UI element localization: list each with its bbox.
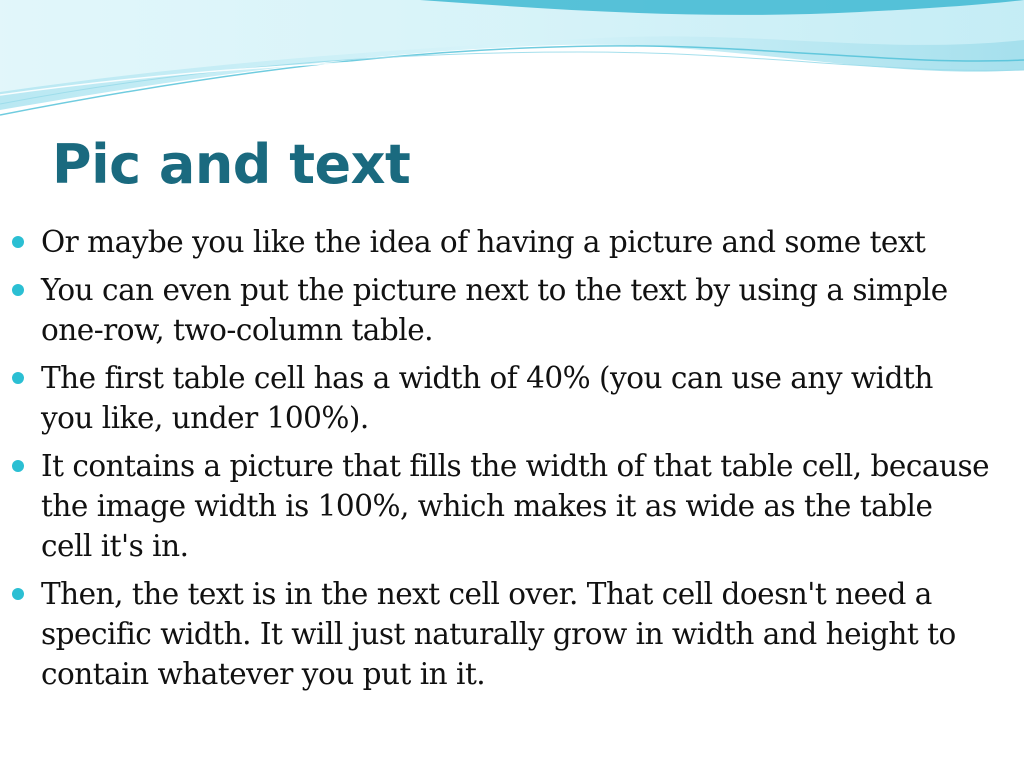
bullet-dot-icon — [12, 372, 24, 384]
bullet-item — [0, 222, 992, 262]
bullet-item — [0, 358, 992, 438]
header-wave-decoration — [0, 0, 1024, 130]
bullet-text: The first table cell has a width of 40% (you can use any width you like, under 100%). — [41, 361, 933, 435]
bullet-dot-icon — [12, 460, 24, 472]
bullet-item — [0, 574, 992, 694]
bullet-list — [0, 222, 1024, 702]
bullet-text: You can even put the picture next to the text by using a simple one-row, two-column table. — [41, 273, 948, 347]
slide-title: Pic and text — [52, 133, 411, 196]
bullet-dot-icon — [12, 236, 24, 248]
bullet-text: Then, the text is in the next cell over. That cell doesn't need a specific width. It will just naturally grow in width and height to contain whatever you put in it. — [41, 577, 956, 691]
bullet-text: It contains a picture that fills the width of that table cell, because the image width is 100%, which makes it as wide as the table cell it's in. — [41, 449, 990, 563]
bullet-dot-icon — [12, 588, 24, 600]
bullet-item — [0, 446, 992, 566]
bullet-dot-icon — [12, 284, 24, 296]
bullet-text: Or maybe you like the idea of having a picture and some text — [41, 225, 926, 259]
bullet-item — [0, 270, 992, 350]
